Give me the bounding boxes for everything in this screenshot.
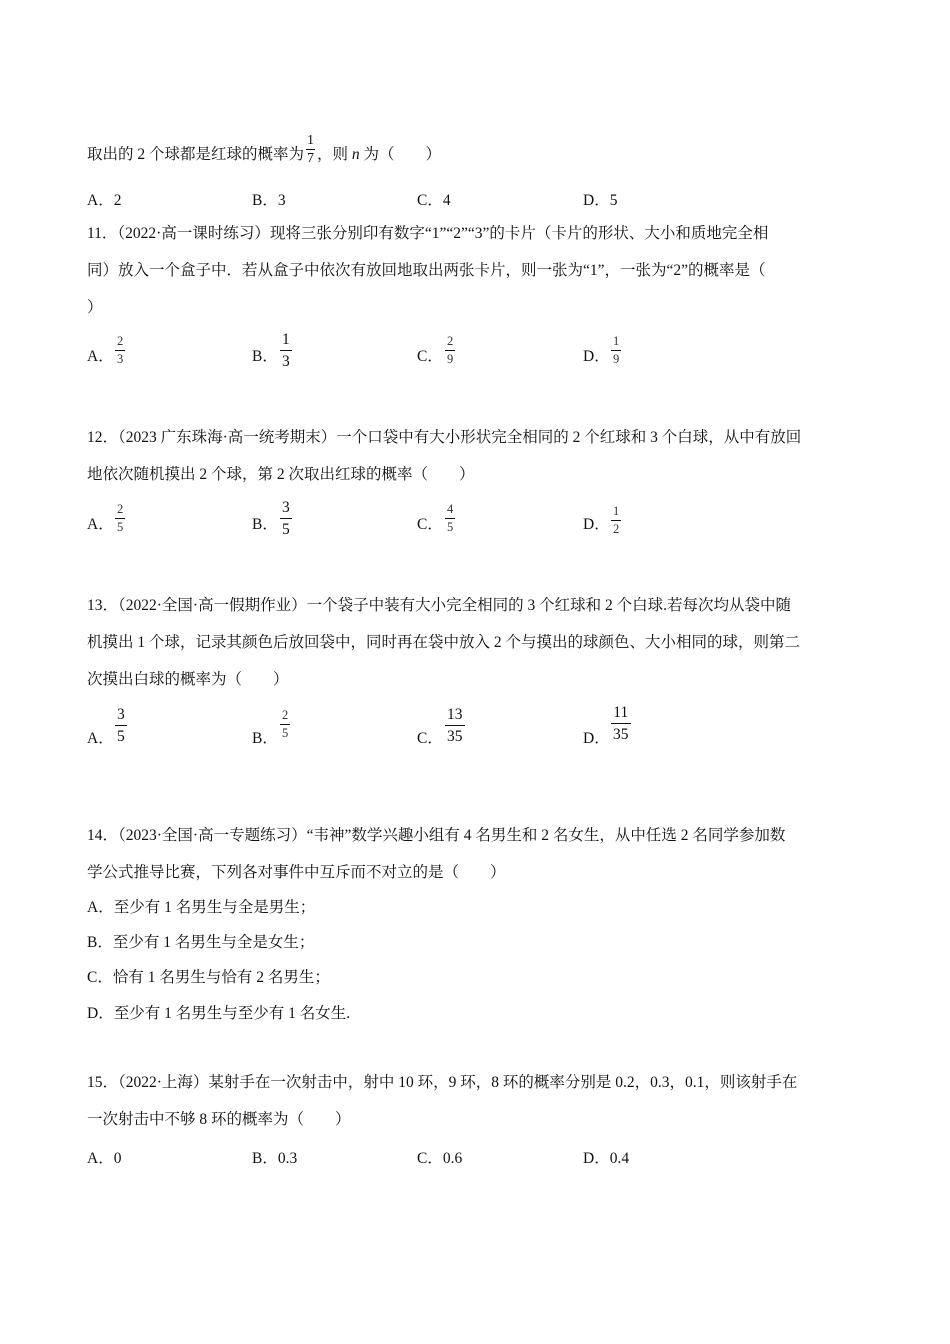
- q15-stem-line-1: 15．（2022·上海）某射手在一次射击中，射中 10 环，9 环，8 环的概率分别是 0.2，0.3，0.1，则该射手在: [87, 1074, 798, 1091]
- option-label: A．: [87, 348, 114, 365]
- q14-stem-line-1: 14．（2023·全国·高一专题练习）“韦神”数学兴趣小组有 4 名男生和 2 名女生，从中任选 2 名同学参加数: [87, 827, 786, 844]
- fraction: [115, 502, 125, 535]
- option-label: A．: [87, 516, 114, 533]
- q10-stem: [87, 133, 442, 173]
- q10-options: [87, 174, 877, 222]
- option-label: D．: [583, 516, 610, 533]
- q11-stem-line-2: 同）放入一个盒子中．若从盒子中依次有放回地取出两张卡片，则一张为“1”，一张为“2”的概率是（: [87, 262, 766, 279]
- q10-frac-num: 1: [307, 133, 315, 148]
- fraction: [445, 705, 465, 746]
- option-label: D．0.4: [583, 1150, 630, 1167]
- q12-stem-line-2: 地依次随机摸出 2 个球，第 2 次取出红球的概率（ ）: [87, 466, 475, 483]
- fraction: [611, 703, 631, 744]
- fraction: [115, 705, 127, 746]
- denominator: 9: [613, 352, 620, 366]
- denominator: 3: [117, 352, 124, 366]
- fraction: [280, 498, 292, 539]
- option-label: C．: [417, 516, 443, 533]
- numerator: 1: [282, 331, 290, 348]
- option-label: A．0: [87, 1150, 122, 1167]
- denominator: 5: [115, 725, 127, 746]
- numerator: 2: [282, 708, 289, 722]
- option-label: D．5: [583, 192, 618, 209]
- option-label: D．: [583, 730, 610, 747]
- q14-option-d[interactable]: D．至少有 1 名男生与至少有 1 名女生.: [87, 1005, 351, 1022]
- option-label: B．: [252, 516, 278, 533]
- denominator: 3: [280, 350, 292, 371]
- numerator: 3: [117, 706, 125, 723]
- fraction: [445, 502, 455, 535]
- denominator: 5: [447, 520, 454, 534]
- numerator: 2: [117, 334, 124, 348]
- q10-text-after-2: 为（ ）: [359, 146, 442, 164]
- q14-option-c[interactable]: C．恰有 1 名男生与恰有 2 名男生；: [87, 969, 330, 986]
- numerator: 13: [447, 706, 463, 723]
- numerator: 1: [613, 504, 620, 518]
- option-label: C．0.6: [417, 1150, 463, 1167]
- fraction: [280, 330, 292, 371]
- numerator: 1: [613, 334, 620, 348]
- fraction: [611, 504, 621, 537]
- q10-frac-den: 7: [307, 151, 315, 166]
- q13-stem-line-1: 13．（2022·全国·高一假期作业）一个袋子中装有大小完全相同的 3 个红球和 2 个白球.若每次均从袋中随: [87, 597, 791, 614]
- denominator: 5: [282, 726, 289, 740]
- fraction: [280, 708, 290, 741]
- numerator: 3: [282, 499, 290, 516]
- option-label: B．0.3: [252, 1150, 298, 1167]
- q10-fraction: [306, 132, 315, 167]
- q14-stem-line-2: 学公式推导比赛，下列各对事件中互斥而不对立的是（ ）: [87, 864, 506, 881]
- q11-stem-line-3: ）: [87, 299, 103, 316]
- q15-options: [87, 1132, 877, 1180]
- option-label: B．: [252, 348, 278, 365]
- numerator: 11: [613, 704, 629, 721]
- q15-stem-line-2: 一次射击中不够 8 环的概率为（ ）: [87, 1111, 351, 1128]
- denominator: 35: [445, 725, 465, 746]
- option-label: B．: [252, 730, 278, 747]
- q14-option-a[interactable]: A．至少有 1 名男生与全是男生；: [87, 899, 316, 916]
- option-label: B．3: [252, 192, 286, 209]
- option-label: C．: [417, 348, 443, 365]
- q13-stem-line-3: 次摸出白球的概率为（ ）: [87, 671, 289, 688]
- fraction: [445, 334, 455, 367]
- option-label: A．2: [87, 192, 122, 209]
- q10-text-before: 取出的 2 个球都是红球的概率为: [87, 146, 305, 164]
- fraction: [115, 334, 125, 367]
- denominator: 2: [613, 522, 620, 536]
- numerator: 2: [447, 334, 454, 348]
- denominator: 5: [280, 518, 292, 539]
- q11-options: [87, 330, 877, 378]
- denominator: 5: [117, 520, 124, 534]
- denominator: 9: [447, 352, 454, 366]
- q13-options: [87, 705, 877, 753]
- q14-option-b[interactable]: B．至少有 1 名男生与全是女生；: [87, 934, 315, 951]
- option-label: D．: [583, 348, 610, 365]
- q11-stem-line-1: 11．（2022·高一课时练习）现将三张分别印有数字“1”“2”“3”的卡片（卡片的形状、大小和质地完全相: [87, 225, 769, 242]
- q12-options: [87, 498, 877, 546]
- q13-stem-line-2: 机摸出 1 个球，记录其颜色后放回袋中，同时再在袋中放入 2 个与摸出的球颜色、大小相同的球，则第二: [87, 634, 801, 651]
- option-label: A．: [87, 730, 114, 747]
- q10-text-after-1: ，则: [317, 146, 352, 164]
- option-label: C．: [417, 730, 443, 747]
- denominator: 35: [611, 723, 631, 744]
- fraction: [611, 334, 621, 367]
- q10-variable: n: [351, 146, 360, 164]
- q12-stem-line-1: 12．（2023 广东珠海·高一统考期末）一个口袋中有大小形状完全相同的 2 个红球和 3 个白球，从中有放回: [87, 429, 802, 446]
- option-label: C．4: [417, 192, 451, 209]
- numerator: 2: [117, 502, 124, 516]
- numerator: 4: [447, 502, 454, 516]
